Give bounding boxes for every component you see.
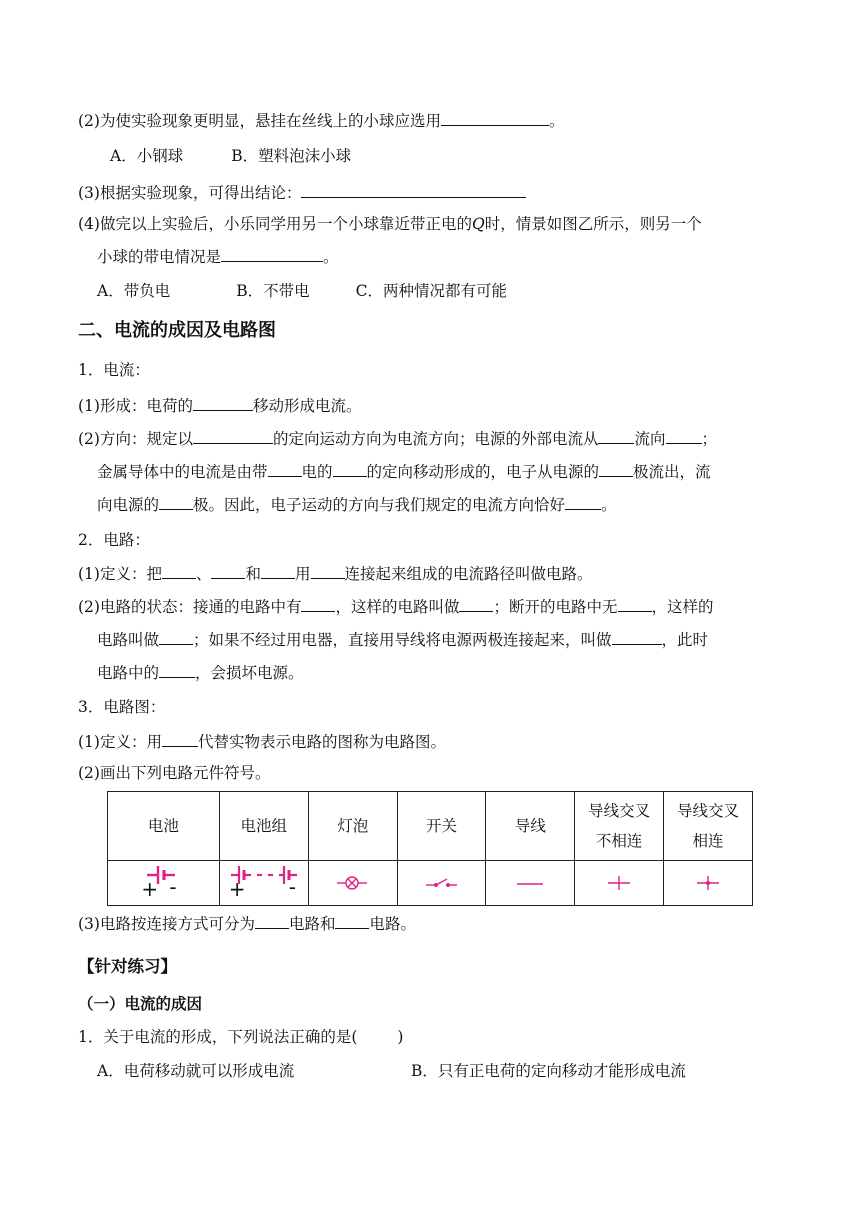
wire-symbol-cell — [486, 861, 575, 906]
wire-cross-unconnected-icon — [599, 871, 639, 895]
option-c: C．两种情况都有可能 — [355, 282, 507, 300]
answer-blank[interactable] — [159, 494, 193, 510]
wire-cross-connected-icon — [688, 871, 728, 895]
current-direction: (2)方向：规定以 的定向运动方向为电流方向；电源的外部电流从 流向 ； — [78, 430, 718, 448]
answer-blank[interactable] — [333, 461, 367, 477]
answer-blank[interactable] — [335, 913, 369, 929]
draw-symbols-instruction: (2)画出下列电路元件符号。 — [78, 764, 271, 782]
answer-blank[interactable] — [598, 428, 634, 444]
answer-blank[interactable] — [268, 461, 302, 477]
answer-blank[interactable] — [193, 395, 253, 411]
header-wire: 导线 — [486, 792, 575, 861]
plus-sign: + — [228, 877, 246, 901]
bulb-symbol-icon — [333, 871, 373, 895]
question-4: (4)做完以上实验后，小乐同学用另一个小球靠近带正电的Q时，情景如图乙所示，则另一个 — [78, 215, 702, 233]
question-4-line2: 小球的带电情况是 。 — [97, 248, 339, 266]
answer-blank[interactable] — [162, 731, 198, 747]
circuit-state-line3: 电路中的 ，会损坏电源。 — [97, 664, 304, 682]
circuit-state-line2: 电路叫做 ；如果不经过用电器，直接用导线将电源两极连接起来，叫做 ，此时 — [97, 631, 709, 649]
answer-blank[interactable] — [159, 662, 195, 678]
option-b: B．不带电 — [236, 282, 310, 300]
answer-blank[interactable] — [459, 596, 493, 612]
metal-conductor-current: 金属导体中的电流是由带 电的 的定向移动形成的，电子从电源的 极流出，流 — [97, 463, 711, 481]
switch-symbol-icon — [422, 871, 462, 895]
metal-conductor-current-line2: 向电源的 极。因此，电子运动的方向与我们规定的电流方向恰好 。 — [97, 496, 617, 514]
practice-title: 【针对练习】 — [78, 957, 177, 976]
bulb-symbol-cell — [308, 861, 397, 906]
circuit-state: (2)电路的状态：接通的电路中有 ，这样的电路叫做 ；断开的电路中无 ，这样的 — [78, 598, 714, 616]
answer-blank[interactable] — [612, 629, 662, 645]
circuit-heading: 2．电路： — [78, 531, 150, 549]
question-4-options — [97, 281, 507, 301]
question-2-options — [110, 146, 351, 166]
option-b: B．塑料泡沫小球 — [231, 147, 352, 165]
circuit-diagram-definition: (1)定义：用 代替实物表示电路的图称为电路图。 — [78, 733, 446, 751]
switch-symbol-cell — [397, 861, 486, 906]
answer-blank[interactable] — [255, 913, 289, 929]
header-wire-cross-connected: 导线交叉 相连 — [664, 792, 753, 861]
answer-blank[interactable] — [211, 563, 245, 579]
answer-blank[interactable] — [311, 563, 345, 579]
answer-blank[interactable] — [666, 428, 702, 444]
section-title: 二、电流的成因及电路图 — [78, 320, 276, 341]
header-battery-pack: 电池组 — [219, 792, 308, 861]
question-3: (3)根据实验现象，可得出结论： — [78, 182, 526, 203]
minus-sign: - — [169, 875, 177, 899]
circuit-definition: (1)定义：把 、 和 用 连接起来组成的电流路径叫做电路。 — [78, 565, 593, 583]
battery-symbol-cell — [108, 861, 220, 906]
minus-sign: - — [288, 875, 297, 899]
answer-blank[interactable] — [599, 461, 633, 477]
option-b: B．只有正电荷的定向移动才能形成电流 — [411, 1062, 686, 1080]
battery-pack-symbol-cell — [219, 861, 308, 906]
answer-blank[interactable] — [193, 428, 273, 444]
practice-subtitle: （一）电流的成因 — [78, 995, 203, 1013]
wire-symbol-icon — [510, 871, 550, 895]
wire-cross-unconnected-symbol-cell — [575, 861, 664, 906]
circuit-connection-types: (3)电路按连接方式可分为 电路和 电路。 — [78, 915, 416, 933]
circuit-symbol-table — [107, 791, 753, 906]
option-a: A．电荷移动就可以形成电流 — [97, 1062, 295, 1080]
answer-blank[interactable] — [159, 629, 193, 645]
current-formation: (1)形成：电荷的 移动形成电流。 — [78, 397, 362, 415]
question-2: (2)为使实验现象更明显，悬挂在丝线上的小球应选用 。 — [78, 112, 565, 130]
option-a: A．带负电 — [97, 282, 171, 300]
practice-question-1-options — [97, 1061, 686, 1081]
option-a: A．小钢球 — [110, 147, 184, 165]
answer-blank[interactable] — [565, 494, 601, 510]
answer-blank[interactable] — [261, 563, 295, 579]
practice-question-1: 1．关于电流的形成，下列说法正确的是( ) — [78, 1028, 404, 1046]
header-bulb: 灯泡 — [308, 792, 397, 861]
answer-blank[interactable] — [618, 596, 652, 612]
current-heading: 1．电流： — [78, 361, 150, 379]
answer-blank[interactable] — [221, 246, 323, 262]
circuit-diagram-heading: 3．电路图： — [78, 698, 166, 716]
wire-cross-connected-symbol-cell — [664, 861, 753, 906]
plus-sign: + — [141, 877, 159, 901]
header-wire-cross-unconnected: 导线交叉 不相连 — [575, 792, 664, 861]
answer-blank[interactable] — [301, 182, 526, 198]
answer-blank[interactable] — [301, 596, 335, 612]
header-battery: 电池 — [108, 792, 220, 861]
header-switch: 开关 — [397, 792, 486, 861]
answer-blank[interactable] — [441, 110, 549, 126]
answer-blank[interactable] — [162, 563, 196, 579]
